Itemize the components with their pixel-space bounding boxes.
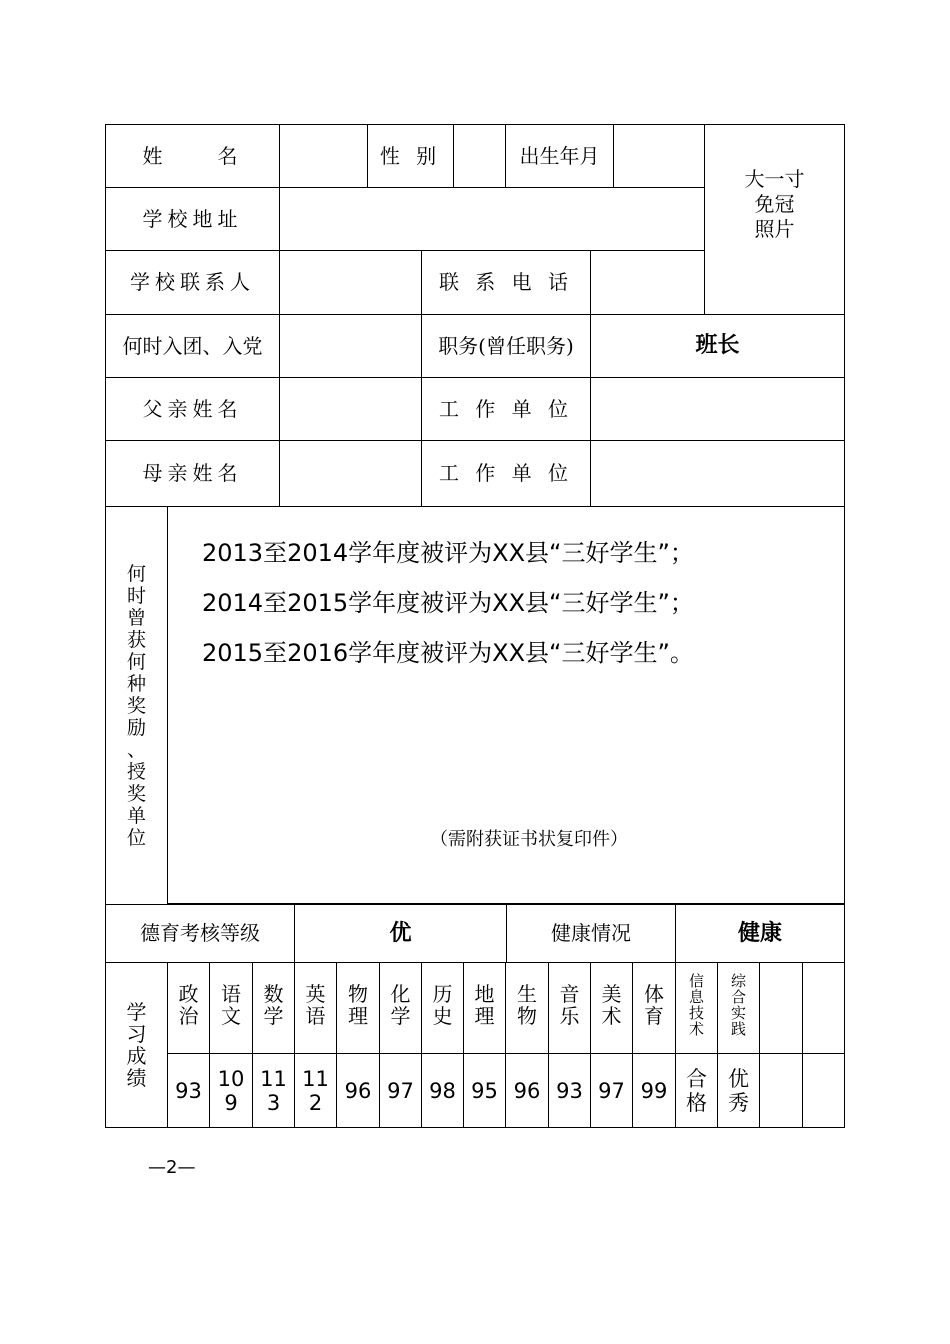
subject-char: 乐 (559, 1004, 580, 1028)
page-number: —2— (148, 1157, 196, 1178)
father-name-label: 父亲姓名 (105, 377, 280, 441)
subject-char: 英 (305, 982, 326, 1006)
student-info-form (105, 124, 845, 1128)
subject-header (675, 962, 718, 1054)
subject-header (717, 962, 760, 1054)
subject-char: 理 (348, 1004, 368, 1028)
photo-line-2: 免冠 (754, 192, 795, 216)
subject-score: 97 (590, 1053, 633, 1128)
position-value: 班长 (590, 314, 845, 378)
subject-header (209, 962, 253, 1054)
mother-work-field[interactable] (590, 440, 845, 507)
subject-score: 96 (336, 1053, 380, 1128)
subject-score: 98 (421, 1053, 464, 1128)
subject-score: 优秀 (717, 1053, 760, 1128)
subject-char: 数 (263, 982, 284, 1006)
subject-char: 政 (178, 982, 199, 1006)
subject-char: 术 (601, 1004, 622, 1028)
mother-name-field[interactable] (279, 440, 422, 507)
school-contact-field[interactable] (279, 250, 422, 315)
subject-char: 美 (601, 982, 622, 1006)
photo-line-3: 照片 (754, 217, 795, 241)
father-work-field[interactable] (590, 377, 845, 441)
contact-phone-label: 联 系 电 话 (421, 250, 591, 315)
health-value: 健康 (675, 904, 845, 963)
photo-box (704, 124, 845, 315)
photo-line-1: 大一寸 (744, 167, 805, 191)
moral-grade-value: 优 (294, 904, 507, 963)
subject-score: 113 (252, 1053, 295, 1128)
subject-score: 109 (209, 1053, 253, 1128)
award-line-2: 2014至2015学年度被评为XX县“三好学生”； (202, 589, 694, 617)
join-field[interactable] (279, 314, 422, 378)
health-label: 健康情况 (506, 904, 676, 963)
birth-value-field[interactable] (613, 124, 705, 188)
subject-score: 97 (379, 1053, 422, 1128)
subject-score (759, 1053, 803, 1128)
subject-char: 语 (221, 982, 241, 1006)
mother-work-label: 工 作 单 位 (421, 440, 591, 507)
subject-char: 综 (730, 972, 746, 990)
subject-char: 信 (688, 972, 704, 990)
contact-phone-field[interactable] (590, 250, 705, 315)
gender-value-field[interactable] (453, 124, 506, 188)
subject-char: 息 (688, 988, 704, 1006)
subject-char: 体 (644, 982, 664, 1006)
join-label: 何时入团、入党 (105, 314, 280, 378)
subject-char: 术 (688, 1020, 704, 1038)
subject-header (294, 962, 337, 1054)
subject-header (590, 962, 633, 1054)
moral-grade-label: 德育考核等级 (105, 904, 295, 963)
subject-char: 物 (517, 1004, 537, 1028)
school-address-label: 学校地址 (105, 187, 280, 251)
award-line-1: 2013至2014学年度被评为XX县“三好学生”； (202, 539, 694, 567)
awards-label: 何 时 曾 获 何 种 奖 励 、 授 奖 单 位 (105, 506, 168, 905)
subject-score: 合格 (675, 1053, 718, 1128)
subject-header (548, 962, 591, 1054)
subject-char: 历 (432, 982, 453, 1006)
subject-char: 文 (221, 1004, 241, 1028)
subject-header (505, 962, 549, 1054)
subject-char: 化 (390, 982, 411, 1006)
subject-char: 治 (178, 1004, 199, 1028)
subject-char: 语 (305, 1004, 326, 1028)
subject-char: 践 (730, 1020, 746, 1038)
birth-label: 出生年月 (505, 124, 614, 188)
subject-header (421, 962, 464, 1054)
subject-char: 学 (263, 1004, 284, 1028)
subject-header (379, 962, 422, 1054)
subject-score: 93 (548, 1053, 591, 1128)
subject-header (802, 962, 845, 1054)
grades-label: 学 习 成 绩 (105, 962, 168, 1128)
subject-char: 育 (644, 1004, 664, 1028)
name-value-field[interactable] (279, 124, 368, 188)
subject-char: 物 (348, 982, 368, 1006)
subject-score: 93 (167, 1053, 210, 1128)
award-note: （需附获证书状复印件） (430, 829, 628, 850)
gender-label: 性 别 (367, 124, 454, 188)
subject-char: 技 (688, 1004, 704, 1022)
subject-char: 地 (474, 982, 495, 1006)
award-line-3: 2015至2016学年度被评为XX县“三好学生”。 (202, 639, 694, 667)
subject-char: 音 (559, 982, 580, 1006)
position-label: 职务(曾任职务) (421, 314, 591, 378)
subject-char: 理 (474, 1004, 495, 1028)
school-contact-label: 学校联系人 (105, 250, 280, 315)
mother-name-label: 母亲姓名 (105, 440, 280, 507)
subject-header (463, 962, 506, 1054)
father-work-label: 工 作 单 位 (421, 377, 591, 441)
subject-char: 合 (730, 988, 746, 1006)
subject-header (252, 962, 295, 1054)
subject-char: 学 (390, 1004, 411, 1028)
name-label: 姓 名 (105, 124, 280, 188)
subject-char: 实 (730, 1004, 746, 1022)
awards-content (167, 506, 845, 904)
subject-score: 96 (505, 1053, 549, 1128)
subject-score: 112 (294, 1053, 337, 1128)
subject-score: 95 (463, 1053, 506, 1128)
father-name-field[interactable] (279, 377, 422, 441)
subject-header (336, 962, 380, 1054)
school-address-field[interactable] (279, 187, 705, 251)
subject-char: 史 (432, 1004, 453, 1028)
subject-score: 99 (632, 1053, 676, 1128)
subject-char: 生 (517, 982, 537, 1006)
subject-score (802, 1053, 845, 1128)
subject-header (632, 962, 676, 1054)
subject-header (759, 962, 803, 1054)
subject-header (167, 962, 210, 1054)
